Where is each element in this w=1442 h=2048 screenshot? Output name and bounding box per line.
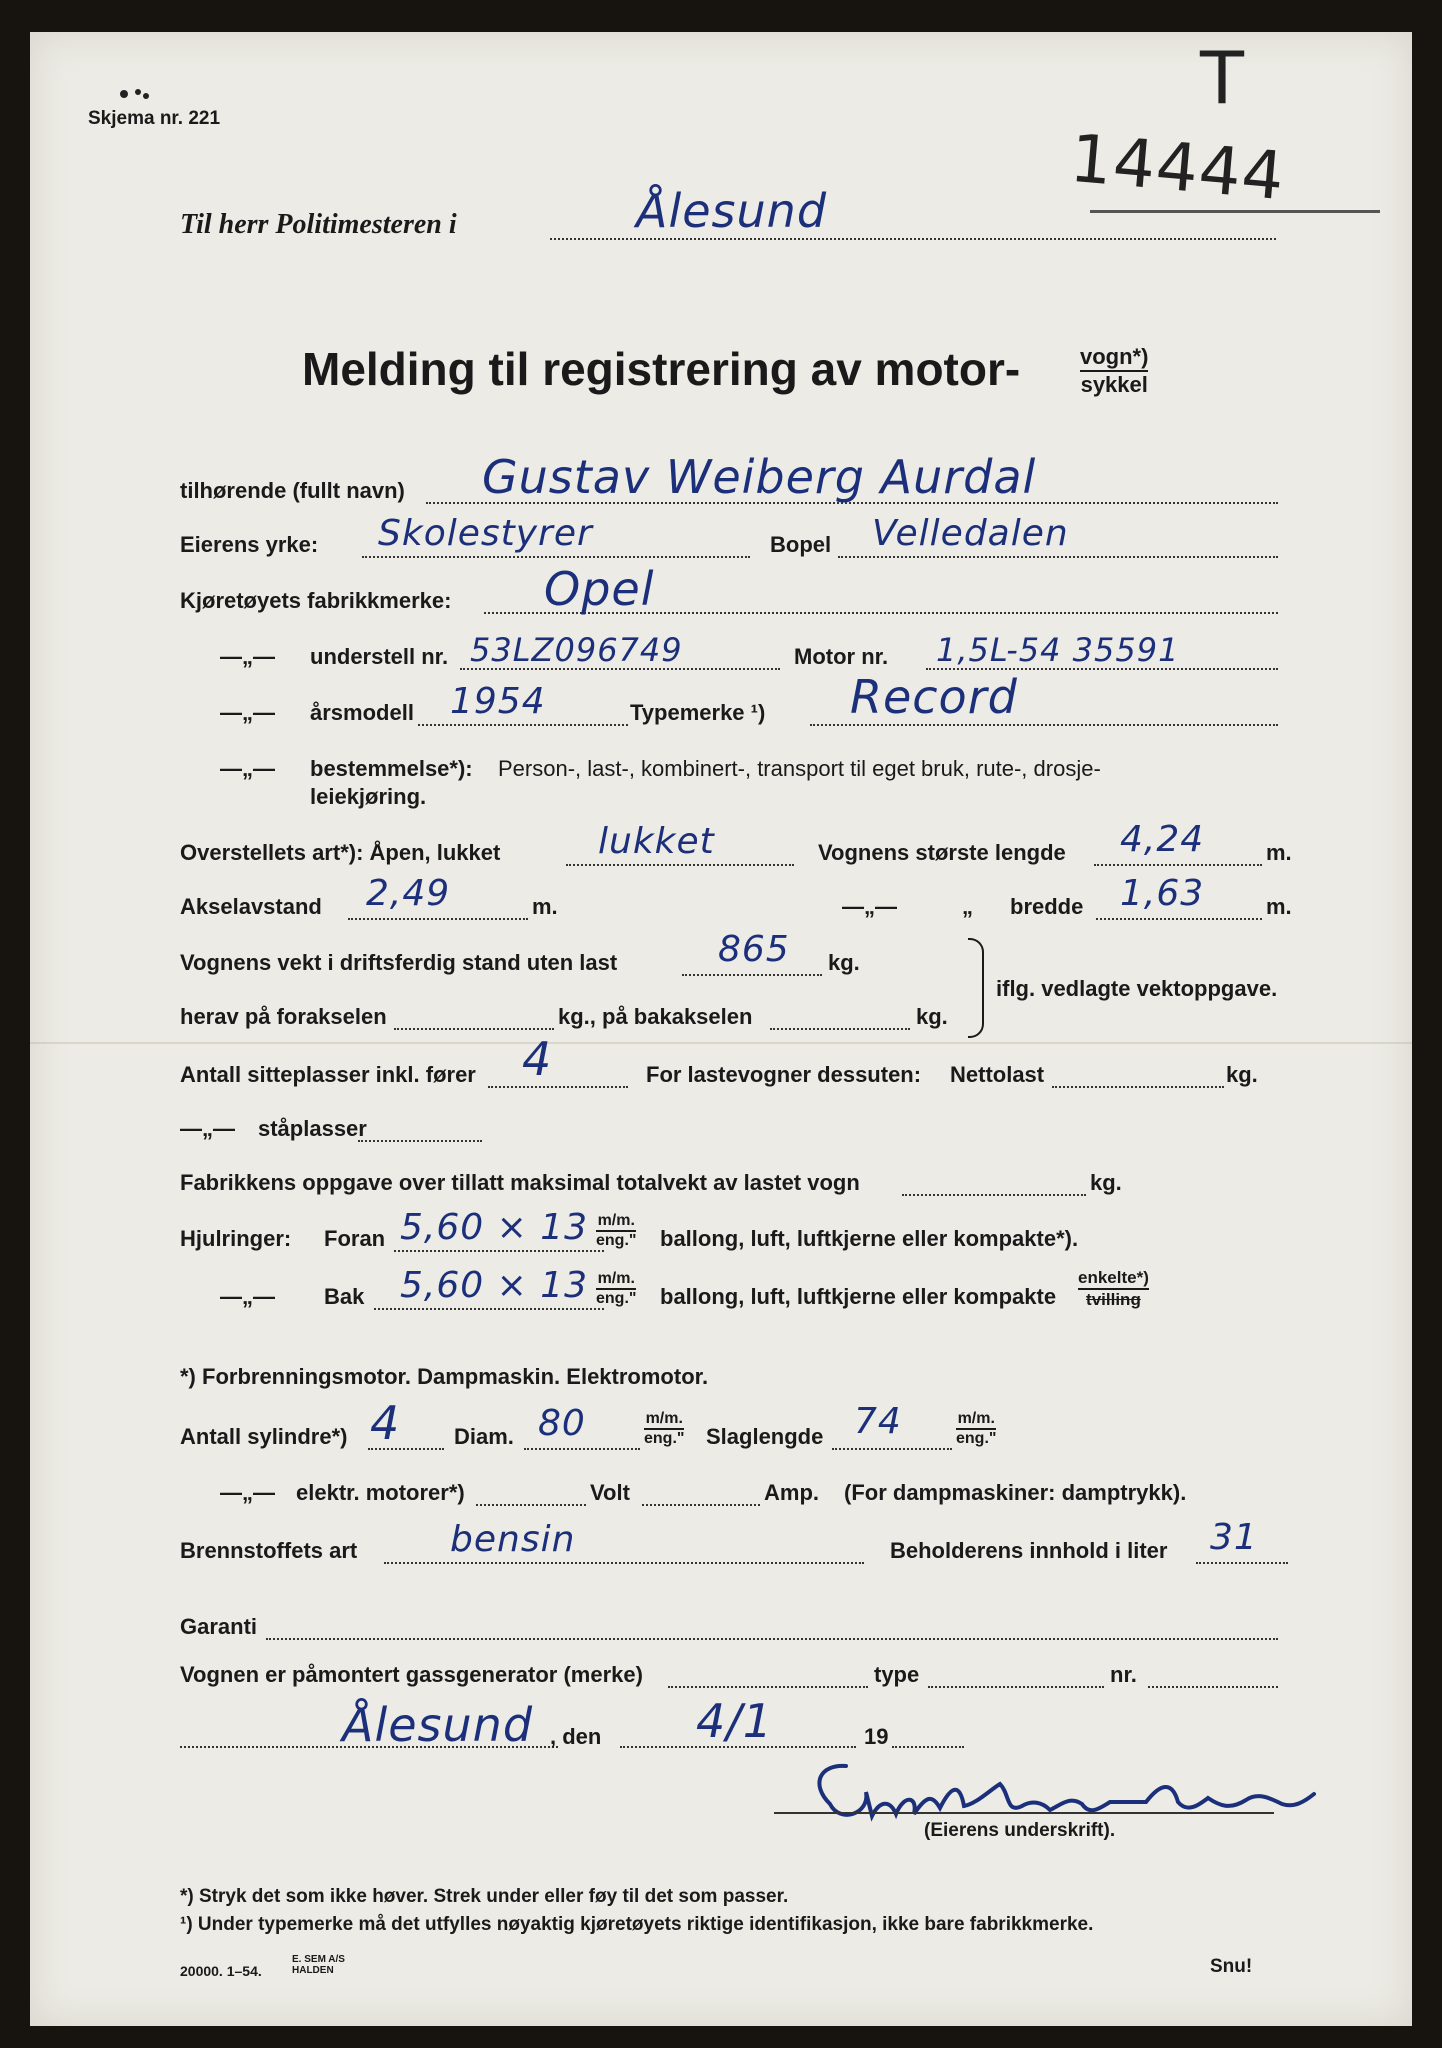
ditto-mark: —„—: [220, 756, 275, 781]
ditto-mark: —„—: [180, 1116, 235, 1141]
reference-underline: [1090, 210, 1380, 213]
purpose-options-cont: leiekjøring.: [310, 784, 427, 809]
tire-mount-fraction: [1078, 1268, 1149, 1310]
make-label: Kjøretøyets fabrikkmerke:: [180, 588, 452, 613]
steam-note: (For dampmaskiner: damptrykk).: [844, 1480, 1187, 1505]
rear-axle-label: kg., på bakakselen: [558, 1004, 753, 1029]
net-load-line: [1052, 1086, 1224, 1088]
tank-value: 31: [1210, 1517, 1258, 1558]
fuel-label: Brennstoffets art: [180, 1538, 358, 1563]
max-weight-line: [902, 1194, 1086, 1196]
ditto-mark: —„—: [220, 1480, 275, 1505]
wheelbase-unit: m.: [532, 894, 558, 919]
tank-label: Beholderens innhold i liter: [890, 1538, 1168, 1563]
rear-tire-value: 5,60 × 13: [400, 1265, 589, 1306]
footnote-1: *) Stryk det som ikke høver. Strek under eller føy til det som passer.: [180, 1886, 789, 1907]
motor-value: 1,5L-54 35591: [936, 631, 1180, 669]
weight-value: 865: [718, 929, 790, 970]
stroke-line: [832, 1448, 952, 1450]
footnote-2: ¹) Under typemerke må det utfylles nøyaktig kjøretøyets riktige identifikasjon, ikke bare fabrikkmerke.: [180, 1914, 1094, 1935]
weight-label: Vognens vekt i driftsferdig stand uten last: [180, 950, 618, 975]
title-sykkel: sykkel: [1080, 372, 1148, 397]
address-label: Til herr Politimesteren i: [180, 209, 457, 240]
residence-value: Velledalen: [872, 513, 1069, 554]
max-weight-unit: kg.: [1090, 1170, 1122, 1195]
standing-line: [358, 1140, 482, 1142]
ditto-mark: —„—: [220, 1284, 275, 1309]
cylinders-label: Antall sylindre*): [180, 1424, 348, 1449]
bore-value: 80: [538, 1403, 586, 1444]
amp-label: Amp.: [764, 1480, 819, 1505]
occupation-line: [362, 556, 750, 558]
year-label: årsmodell: [310, 700, 414, 725]
residence-label: Bopel: [770, 532, 832, 557]
date-value: 4/1: [696, 1694, 774, 1748]
stroke-value: 74: [854, 1401, 902, 1442]
rear-axle-line: [770, 1028, 910, 1030]
width-unit: m.: [1266, 894, 1292, 919]
width-line: [1096, 918, 1262, 920]
front-tire-types: ballong, luft, luftkjerne eller kompakte*).: [660, 1226, 1079, 1251]
ditto-mark: —„—: [220, 700, 275, 725]
make-value: Opel: [544, 562, 655, 616]
unit-mm: m/m.: [644, 1410, 684, 1430]
max-weight-label: Fabrikkens oppgave over tillatt maksimal totalvekt av lastet vogn: [180, 1170, 860, 1195]
date-label: , den: [550, 1724, 602, 1749]
body-label: Overstellets art*): Åpen, lukket: [180, 840, 501, 865]
ditto-mark: —„—: [842, 894, 897, 919]
front-tire-line: [394, 1250, 604, 1252]
title-fraction: [1080, 344, 1148, 398]
electric-label: elektr. motorer*): [296, 1480, 465, 1505]
length-value: 4,24: [1120, 819, 1205, 860]
single-option: enkelte*): [1078, 1268, 1149, 1290]
type-label: Typemerke ¹): [630, 700, 766, 725]
unit-mm: m/m.: [956, 1410, 996, 1430]
weight-unit: kg.: [828, 950, 860, 975]
unit-eng: eng.": [956, 1430, 997, 1447]
print-info: 20000. 1–54.: [180, 1963, 262, 1979]
gas-line: [668, 1686, 868, 1688]
reference-letter: T: [1200, 36, 1245, 120]
year-value: 1954: [450, 681, 546, 722]
place-value: Ålesund: [342, 1698, 534, 1752]
tank-line: [1196, 1562, 1288, 1564]
gas-type-label: type: [874, 1662, 920, 1687]
occupation-label: Eierens yrke:: [180, 532, 319, 557]
bore-label: Diam.: [454, 1424, 514, 1449]
gas-type-line: [928, 1686, 1104, 1688]
year-line: [418, 724, 628, 726]
front-axle-label: herav på forakselen: [180, 1004, 387, 1029]
seats-value: 4: [522, 1032, 553, 1086]
purpose-label: bestemmelse*):: [310, 756, 473, 781]
net-load-label: Nettolast: [950, 1062, 1045, 1087]
unit-eng: eng.": [596, 1232, 637, 1249]
rear-tire-label: Bak: [324, 1284, 365, 1309]
fuel-value: bensin: [450, 1519, 576, 1560]
rear-tire-unit: [596, 1270, 636, 1308]
gas-no-label: nr.: [1110, 1662, 1137, 1687]
stroke-label: Slaglengde: [706, 1424, 824, 1449]
volt-label: Volt: [590, 1480, 630, 1505]
seats-label: Antall sitteplasser inkl. fører: [180, 1062, 476, 1087]
fold-line: [30, 1042, 1412, 1044]
ditto-mark: —„—: [220, 644, 275, 669]
signature-label: (Eierens underskrift).: [924, 1820, 1116, 1841]
weight-brace: [968, 938, 984, 1038]
body-line: [566, 864, 794, 866]
net-load-unit: kg.: [1226, 1062, 1258, 1087]
address-value: Ålesund: [636, 184, 828, 238]
standing-label: ståplasser: [258, 1116, 367, 1141]
rear-axle-unit: kg.: [916, 1004, 948, 1029]
length-unit: m.: [1266, 840, 1292, 865]
rear-tire-types: ballong, luft, luftkjerne eller kompakte: [660, 1284, 1057, 1309]
length-line: [1094, 864, 1262, 866]
unit-mm: m/m.: [596, 1212, 636, 1232]
tires-label: Hjulringer:: [180, 1226, 292, 1251]
chassis-value: 53LZ096749: [470, 631, 683, 669]
stroke-unit: [956, 1410, 996, 1448]
length-label: Vognens største lengde: [818, 840, 1066, 865]
form-title: Melding til registrering av motor-: [302, 343, 1021, 395]
wheelbase-line: [348, 918, 528, 920]
front-tire-unit: [596, 1212, 636, 1250]
bore-line: [524, 1448, 640, 1450]
residence-line: [838, 556, 1278, 558]
signature-line: [774, 1812, 1274, 1814]
width-label: bredde: [1010, 894, 1084, 919]
motor-label: Motor nr.: [794, 644, 889, 669]
warranty-label: Garanti: [180, 1614, 258, 1639]
title-vogn: vogn*): [1080, 344, 1148, 372]
fuel-line: [384, 1562, 864, 1564]
bore-unit: [644, 1410, 684, 1448]
engine-types: *) Forbrenningsmotor. Dampmaskin. Elektromotor.: [180, 1364, 709, 1389]
seats-line: [488, 1086, 628, 1088]
cylinders-value: 4: [370, 1396, 401, 1450]
weight-note: iflg. vedlagte vektoppgave.: [996, 976, 1278, 1001]
occupation-value: Skolestyrer: [378, 513, 593, 554]
year-prefix: 19: [864, 1724, 889, 1749]
turn-over: Snu!: [1210, 1956, 1253, 1977]
volt-line: [642, 1504, 760, 1506]
schema-number: Skjema nr. 221: [88, 108, 221, 129]
width-quote: „: [962, 894, 973, 919]
weight-line: [682, 974, 822, 976]
purpose-options: Person-, last-, kombinert-, transport til eget bruk, rute-, drosje-: [498, 756, 1101, 781]
rear-tire-line: [374, 1308, 604, 1310]
warranty-line: [266, 1638, 1278, 1640]
width-value: 1,63: [1120, 873, 1205, 914]
unit-eng: eng.": [644, 1430, 685, 1447]
body-value: lukket: [598, 821, 715, 862]
printer-info: E. SEM A/S HALDEN: [292, 1954, 345, 1976]
reference-number: 14444: [1067, 119, 1288, 216]
front-axle-line: [394, 1028, 554, 1030]
front-tire-label: Foran: [324, 1226, 386, 1251]
type-line: [810, 724, 1278, 726]
unit-eng: eng.": [596, 1290, 637, 1307]
wheelbase-label: Akselavstand: [180, 894, 322, 919]
dual-option: tvilling: [1086, 1290, 1141, 1309]
owner-label: tilhørende (fullt navn): [180, 478, 405, 503]
gas-label: Vognen er påmontert gassgenerator (merke): [180, 1662, 643, 1687]
chassis-label: understell nr.: [310, 644, 449, 669]
form-sheet: [30, 32, 1412, 2026]
unit-mm: m/m.: [596, 1270, 636, 1290]
wheelbase-value: 2,49: [366, 873, 451, 914]
electric-line: [476, 1504, 586, 1506]
type-value: Record: [850, 670, 1018, 724]
owner-value: Gustav Weiberg Aurdal: [482, 450, 1037, 504]
address-line: [550, 238, 1276, 240]
gas-no-line: [1148, 1686, 1278, 1688]
truck-label: For lastevogner dessuten:: [646, 1062, 922, 1087]
front-tire-value: 5,60 × 13: [400, 1207, 589, 1248]
